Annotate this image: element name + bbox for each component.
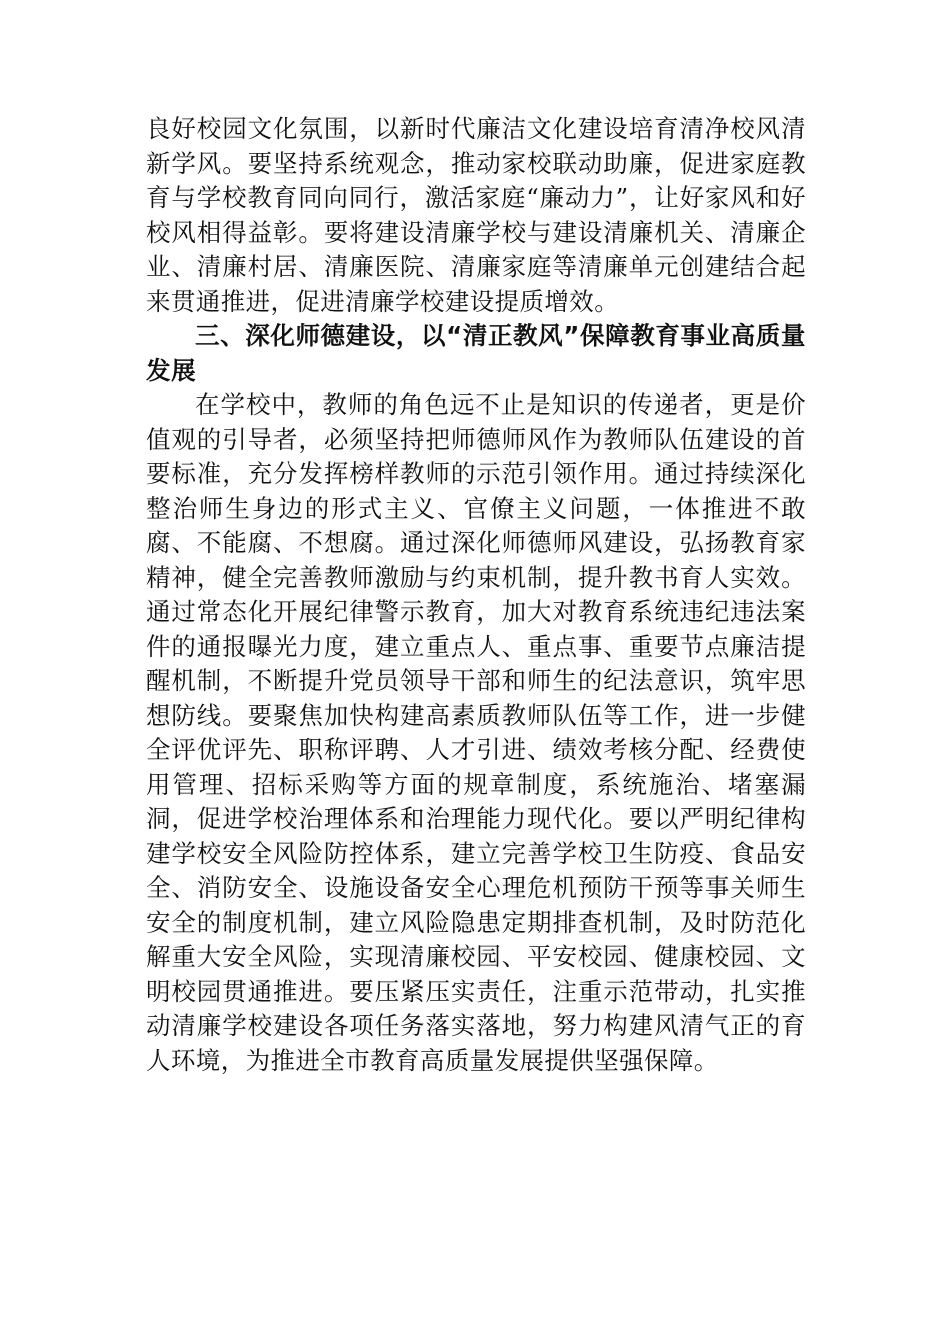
section-heading: 三、深化师德建设，以“清正教风”保障教育事业高质量发展 — [146, 321, 806, 385]
document-body — [146, 112, 806, 1078]
paragraph-main: 在学校中，教师的角色远不止是知识的传递者，更是价值观的引导者，必须坚持把师德师风作为教师队伍建设的首要标准，充分发挥榜样教师的示范引领作用。通过持续深化整治师生身边的形式主义、官僚主义问题，一体推进不敢腐、不能腐、不想腐。通过深化师德师风建设，弘扬教育家精神，健全完善教师激励与约束机制，提升教书育人实效。通过常态化开展纪律警示教育，加大对教育系统违纪违法案件的通报曝光力度，建立重点人、重点事、重要节点廉洁提醒机制，不断提升党员领导干部和师生的纪法意识，筑牢思想防线。要聚焦加快构建高素质教师队伍等工作，进一步健全评优评先、职称评聘、人才引进、绩效考核分配、经费使用管理、招标采购等方面的规章制度，系统施治、堵塞漏洞，促进学校治理体系和治理能力现代化。要以严明纪律构建学校安全风险防控体系，建立完善学校卫生防疫、食品安全、消防安全、设施设备安全心理危机预防干预等事关师生安全的制度机制，建立风险隐患定期排查机制，及时防范化解重大安全风险，实现清廉校园、平安校园、健康校园、文明校园贯通推进。要压紧压实责任，注重示范带动，扎实推动清廉学校建设各项任务落实落地，努力构建风清气正的育人环境，为推进全市教育高质量发展提供坚强保障。 — [146, 390, 806, 1075]
paragraph-continued: 良好校园文化氛围，以新时代廉洁文化建设培育清净校风清新学风。要坚持系统观念，推动家校联动助廉，促进家庭教育与学校教育同向同行，激活家庭“廉动力”，让好家风和好校风相得益彰。要将建设清廉学校与建设清廉机关、清廉企业、清廉村居、清廉医院、清廉家庭等清廉单元创建结合起来贯通推进，促进清廉学校建设提质增效。 — [146, 114, 806, 316]
